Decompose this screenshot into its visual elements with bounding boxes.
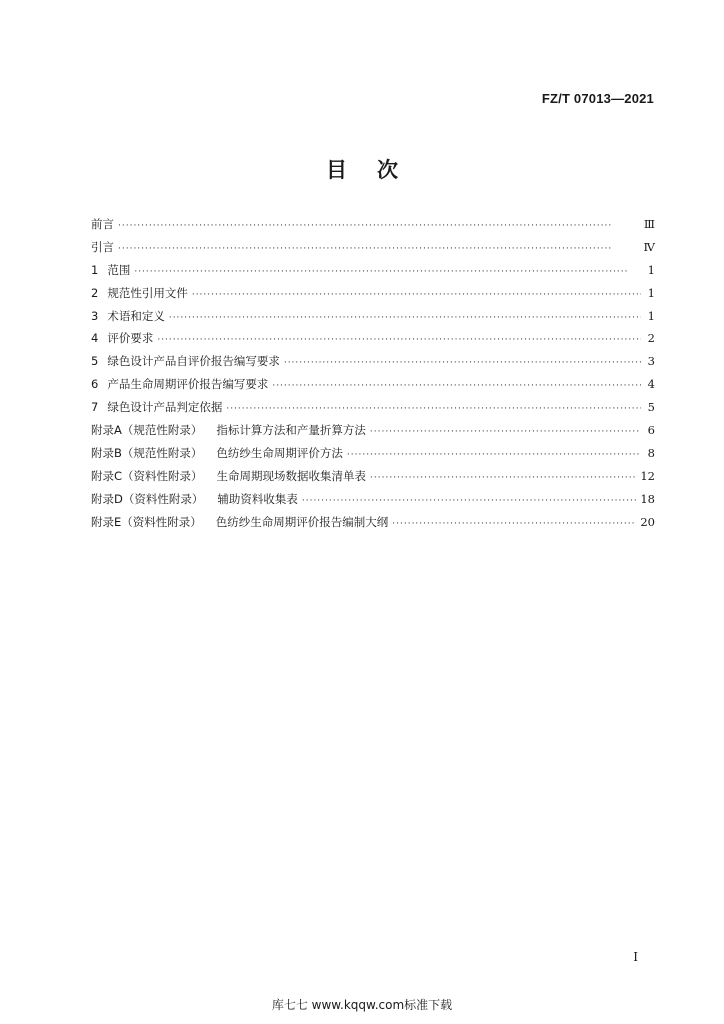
- toc-entry-page: 1: [647, 285, 655, 300]
- toc-leader-dots: [157, 329, 641, 352]
- toc-entry[interactable]: [91, 350, 655, 373]
- toc-entry-subtitle: 指标计算方法和产量折算方法: [216, 423, 366, 438]
- toc-entry-number: 6: [91, 377, 99, 392]
- toc-entry-title: 附录C（资料性附录）: [91, 468, 203, 483]
- toc-entry[interactable]: [91, 305, 655, 328]
- toc-entry[interactable]: [91, 259, 655, 282]
- toc-leader-dots: [118, 238, 640, 261]
- toc-leader-dots: [272, 375, 641, 398]
- toc-entry-subtitle: 生命周期现场数据收集清单表: [216, 468, 367, 483]
- toc-entry-label: [91, 259, 130, 282]
- toc-entry-title: 附录D（资料性附录）: [91, 491, 204, 506]
- toc-entry-page: 20: [640, 514, 655, 529]
- toc-entry-label: [91, 282, 188, 305]
- toc-entry-label: [91, 327, 153, 350]
- page-title: 目次: [326, 158, 428, 182]
- toc-entry-number: 2: [91, 285, 99, 300]
- toc-leader-dots: [118, 215, 640, 238]
- toc-entry[interactable]: [91, 511, 655, 534]
- toc-entry-subtitle: 辅助资料收集表: [217, 491, 298, 506]
- toc-entry-title: 引言: [91, 239, 114, 254]
- toc-entry-number: 5: [91, 354, 99, 369]
- toc-entry-page: 2: [647, 331, 655, 346]
- footer-watermark: 库七七 www.kqqw.com标准下载: [271, 998, 453, 1012]
- toc-entry-page: 6: [647, 423, 655, 438]
- toc-entry-page: 8: [647, 445, 655, 460]
- toc-entry[interactable]: [91, 213, 655, 236]
- toc-entry-label: [91, 488, 298, 511]
- toc-entry-page: 18: [640, 491, 655, 506]
- table-of-contents: [91, 213, 655, 533]
- toc-entry-label: [91, 465, 366, 488]
- toc-entry-label: [91, 373, 268, 396]
- toc-entry-subtitle: 色纺纱生命周期评价方法: [216, 445, 343, 460]
- toc-entry-page: 5: [647, 400, 655, 415]
- page-number: I: [633, 950, 638, 964]
- toc-leader-dots: [169, 307, 641, 330]
- toc-entry-label: [91, 511, 388, 534]
- toc-entry-label: [91, 236, 114, 259]
- toc-leader-dots: [302, 490, 637, 513]
- toc-entry-number: 3: [91, 308, 99, 323]
- toc-entry-title: 附录A（规范性附录）: [91, 423, 203, 438]
- toc-entry-number: 7: [91, 400, 99, 415]
- toc-entry-number: 4: [91, 331, 99, 346]
- toc-entry[interactable]: [91, 396, 655, 419]
- toc-entry-title: 绿色设计产品判定依据: [107, 400, 223, 415]
- toc-entry-page: 1: [647, 308, 655, 323]
- toc-entry-page: 3: [647, 354, 655, 369]
- toc-entry-page: Ⅳ: [643, 239, 655, 254]
- toc-entry[interactable]: [91, 282, 655, 305]
- toc-entry[interactable]: [91, 236, 655, 259]
- toc-entry[interactable]: [91, 465, 655, 488]
- toc-leader-dots: [192, 284, 641, 307]
- toc-entry-label: [91, 350, 280, 373]
- toc-entry-title: 产品生命周期评价报告编写要求: [107, 377, 269, 392]
- toc-entry-number: 1: [91, 262, 99, 277]
- toc-entry-title: 附录E（资料性附录）: [91, 514, 202, 529]
- toc-entry-page: 1: [647, 262, 655, 277]
- toc-entry-label: [91, 442, 343, 465]
- toc-entry-title: 附录B（规范性附录）: [91, 445, 203, 460]
- toc-entry-title: 前言: [91, 217, 114, 231]
- toc-leader-dots: [370, 467, 636, 490]
- toc-leader-dots: [226, 398, 641, 421]
- toc-entry-subtitle: 色纺纱生命周期评价报告编制大纲: [215, 514, 389, 529]
- standard-code: FZ/T 07013—2021: [541, 91, 654, 106]
- toc-entry[interactable]: [91, 373, 655, 396]
- toc-entry-title: 规范性引用文件: [107, 285, 188, 300]
- toc-entry-label: [91, 213, 114, 236]
- toc-entry[interactable]: [91, 327, 655, 350]
- toc-entry-page: 4: [647, 377, 655, 392]
- toc-entry[interactable]: [91, 419, 655, 442]
- toc-entry-label: [91, 419, 366, 442]
- toc-leader-dots: [392, 513, 636, 536]
- toc-entry-page: 12: [640, 468, 655, 483]
- toc-leader-dots: [284, 352, 641, 375]
- toc-entry-page: Ⅲ: [643, 217, 655, 231]
- toc-entry-label: [91, 305, 165, 328]
- toc-entry-title: 术语和定义: [107, 308, 165, 323]
- toc-leader-dots: [134, 261, 641, 284]
- toc-leader-dots: [370, 421, 641, 444]
- toc-entry-label: [91, 396, 222, 419]
- toc-entry-title: 评价要求: [107, 331, 154, 346]
- toc-entry-title: 绿色设计产品自评价报告编写要求: [107, 354, 280, 369]
- toc-leader-dots: [347, 444, 641, 467]
- toc-entry-title: 范围: [107, 262, 131, 277]
- toc-entry[interactable]: [91, 488, 655, 511]
- toc-entry[interactable]: [91, 442, 655, 465]
